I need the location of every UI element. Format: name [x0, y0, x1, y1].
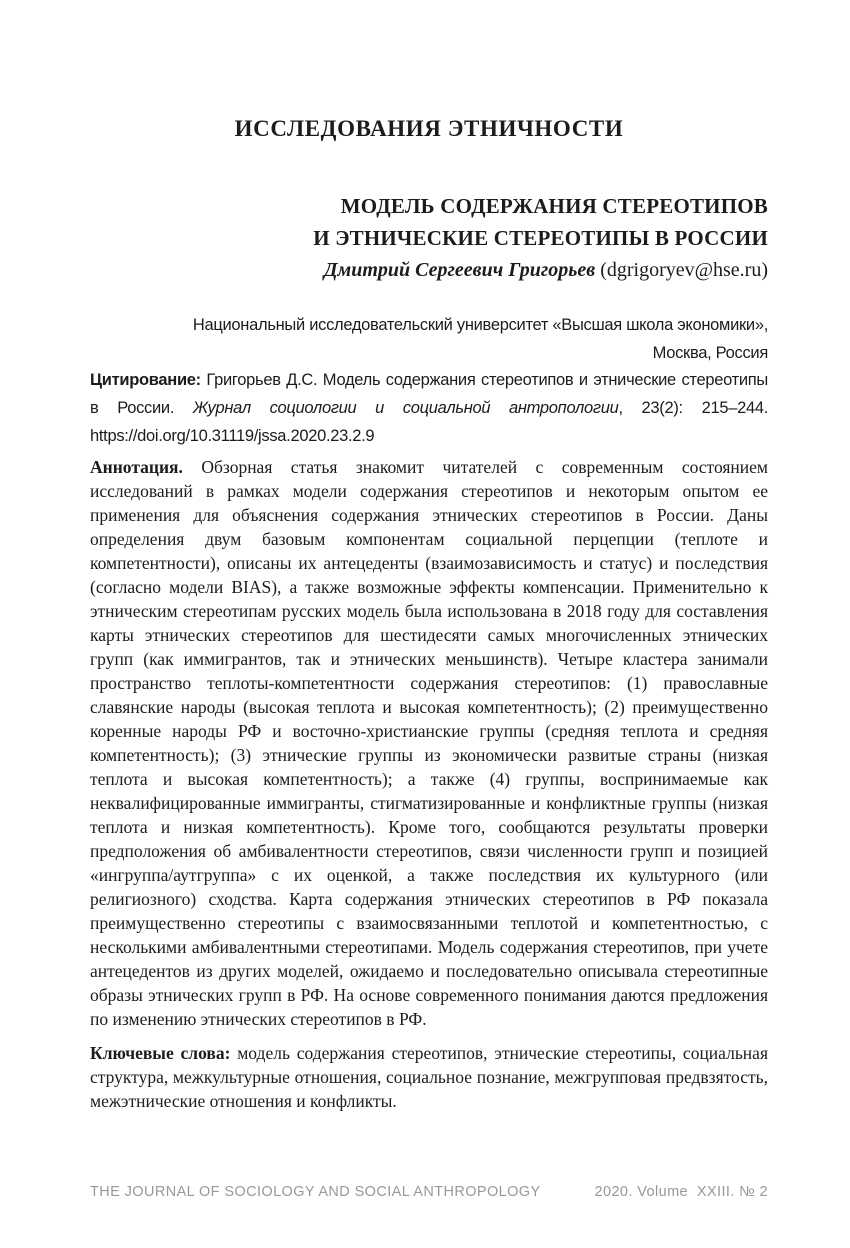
citation-issue-and-doi: , 23(2): 215–244. https://doi.org/10.31119/jssa.2020.23.2.9 — [90, 399, 768, 445]
abstract-paragraph — [90, 455, 768, 1031]
citation-text: Григорьев Д.С. Модель содержания стереотипов и этнические стереотипы в России. — [90, 371, 768, 417]
author-email: (dgrigoryev@hse.ru) — [600, 259, 768, 281]
citation-block — [90, 366, 768, 450]
affiliation — [90, 311, 768, 367]
abstract-and-keywords — [90, 455, 768, 1113]
keywords-paragraph — [90, 1041, 768, 1113]
affiliation-line-2: Москва, Россия — [652, 344, 768, 362]
author-line — [90, 259, 768, 282]
article-title-line-2: И ЭТНИЧЕСКИЕ СТЕРЕОТИПЫ В РОССИИ — [313, 226, 768, 250]
citation-label: Цитирование: — [90, 371, 201, 389]
page-footer — [90, 1184, 768, 1200]
article-title — [90, 190, 768, 254]
affiliation-line-1: Национальный исследовательский университет «Высшая школа экономики», — [192, 316, 768, 334]
keywords-text: модель содержания стереотипов, этнические стереотипы, социальная структура, межкультурные отношения, социальное познание, межгрупповая предвзятость, межэтнические отношения и конфликты. — [90, 1043, 768, 1111]
footer-volume-issue: 2020. Volume XXIII. № 2 — [594, 1184, 768, 1200]
abstract-label: Аннотация. — [90, 457, 183, 477]
article-title-line-1: МОДЕЛЬ СОДЕРЖАНИЯ СТЕРЕОТИПОВ — [340, 194, 768, 218]
abstract-text: Обзорная статья знакомит читателей с современным состоянием исследований в рамках модели содержания стереотипов и некоторым опытом ее применения для объяснения содержания этнических стереотипов в России. Даны определения двум базовым компонентам социальной перцепции (теплоте и компетентности), описаны их антецеденты (взаимозависимость и статус) и последствия (согласно модели BIAS), а также возможные эффекты компенсации. Применительно к этническим стереотипам русских модель была использована в 2018 году для составления карты этнических стереотипов для шестидесяти самых многочисленных этнических групп (как иммигрантов, так и этнических меньшинств). Четыре кластера занимали пространство теплоты-компетентности содержания стереотипов: (1) православные славянские народы (высокая теплота и высокая компетентность); (2) преимущественно коренные народы РФ и восточно-христианские группы (средняя теплота и средняя компетентность); (3) этнические группы из экономически развитые страны (низкая теплота и высокая компетентность); а также (4) группы, воспринимаемые как неквалифицированные иммигранты, стигматизированные и конфликтные группы (низкая теплота и низкая компетентность). Кроме того, сообщаются результаты проверки предположения об амбивалентности стереотипов, связи численности групп и позицией «ингруппа/аутгруппа» с их оценкой, а также последствия их культурного (или религиозного) сходства. Карта содержания этнических стереотипов в РФ показала преимущественно стереотипы с взаимосвязанными теплотой и компетентностью, с несколькими амбивалентными стереотипами. Модель содержания стереотипов, при учете антецедентов из других моделей, ожидаемо и последовательно описывала стереотипные образы этнических групп в РФ. На основе современного понимания даются предложения по изменению этнических стереотипов в РФ. — [90, 457, 769, 1029]
section-header: ИССЛЕДОВАНИЯ ЭТНИЧНОСТИ — [234, 116, 624, 141]
author-name: Дмитрий Сергеевич Григорьев — [323, 259, 596, 281]
footer-journal-name: THE JOURNAL OF SOCIOLOGY AND SOCIAL ANTHROPOLOGY — [90, 1184, 541, 1200]
citation-journal-name: Журнал социологии и социальной антропологии — [192, 399, 619, 417]
keywords-label: Ключевые слова: — [90, 1043, 231, 1063]
